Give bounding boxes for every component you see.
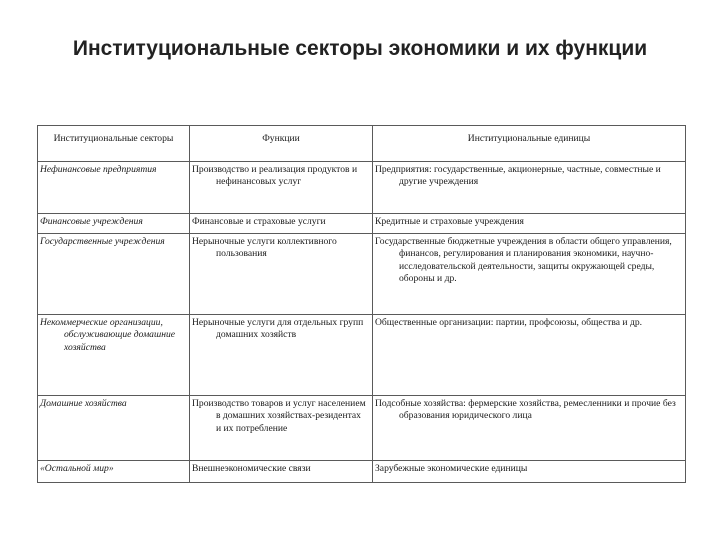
cell-functions: Производство и реализация продуктов и нефинансовых услуг <box>190 162 373 214</box>
cell-sector: Нефинансовые предприятия <box>38 162 190 214</box>
cell-sector: Домашние хозяйства <box>38 396 190 461</box>
table-row <box>38 461 686 483</box>
sectors-table-container <box>37 125 685 483</box>
table-header-row <box>38 126 686 162</box>
cell-units: Подсобные хозяйства: фермерские хозяйства, ремесленники и прочие без образования юридического лица <box>373 396 686 461</box>
cell-sector: Некоммерческие организации, обслуживающие домашние хозяйства <box>38 315 190 396</box>
cell-functions: Внешнеэкономические связи <box>190 461 373 483</box>
cell-units: Зарубежные экономические единицы <box>373 461 686 483</box>
cell-functions: Нерыночные услуги для отдельных групп домашних хозяйств <box>190 315 373 396</box>
cell-sector: Государственные учреждения <box>38 234 190 315</box>
table-row <box>38 315 686 396</box>
sectors-table <box>37 125 686 483</box>
cell-sector: «Остальной мир» <box>38 461 190 483</box>
header-sector: Институциональные секторы <box>38 126 190 162</box>
cell-functions: Нерыночные услуги коллективного пользования <box>190 234 373 315</box>
cell-units: Общественные организации: партии, профсоюзы, общества и др. <box>373 315 686 396</box>
cell-units: Предприятия: государственные, акционерные, частные, совместные и другие учреждения <box>373 162 686 214</box>
slide-title: Институциональные секторы экономики и их функции <box>72 37 648 60</box>
table-row <box>38 214 686 234</box>
table-row <box>38 162 686 214</box>
header-units: Институциональные единицы <box>373 126 686 162</box>
table-row <box>38 396 686 461</box>
header-functions: Функции <box>190 126 373 162</box>
cell-functions: Финансовые и страховые услуги <box>190 214 373 234</box>
cell-sector: Финансовые учреждения <box>38 214 190 234</box>
cell-units: Государственные бюджетные учреждения в области общего управления, финансов, регулирования и планирования экономики, научно-исследовательской деятельности, защиты окружающей среды, обороны и др. <box>373 234 686 315</box>
table-row <box>38 234 686 315</box>
cell-units: Кредитные и страховые учреждения <box>373 214 686 234</box>
cell-functions: Производство товаров и услуг населением в домашних хозяйствах-резидентах и их потребление <box>190 396 373 461</box>
